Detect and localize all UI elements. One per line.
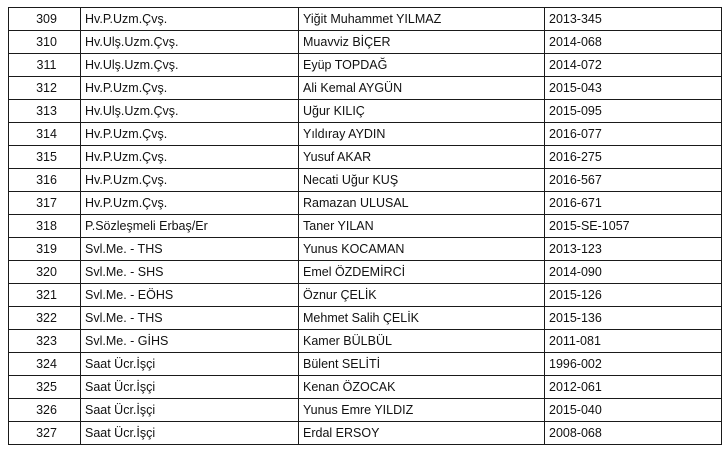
table-row	[9, 330, 722, 353]
row-number-cell: 324	[9, 353, 81, 376]
row-number-cell: 320	[9, 261, 81, 284]
rank-cell: Hv.P.Uzm.Çvş.	[81, 8, 299, 31]
table-row	[9, 146, 722, 169]
person-name-cell: Öznur ÇELİK	[299, 284, 545, 307]
row-number-cell: 316	[9, 169, 81, 192]
row-number-cell: 317	[9, 192, 81, 215]
person-name-cell: Bülent SELİTİ	[299, 353, 545, 376]
registry-number-cell: 2011-081	[545, 330, 722, 353]
registry-number-cell: 1996-002	[545, 353, 722, 376]
registry-number-cell: 2012-061	[545, 376, 722, 399]
table-row	[9, 422, 722, 445]
personnel-table	[8, 7, 722, 445]
registry-number-cell: 2016-567	[545, 169, 722, 192]
row-number-cell: 310	[9, 31, 81, 54]
rank-cell: Hv.P.Uzm.Çvş.	[81, 123, 299, 146]
person-name-cell: Yunus KOCAMAN	[299, 238, 545, 261]
person-name-cell: Eyüp TOPDAĞ	[299, 54, 545, 77]
row-number-cell: 318	[9, 215, 81, 238]
person-name-cell: Taner YILAN	[299, 215, 545, 238]
registry-number-cell: 2016-671	[545, 192, 722, 215]
row-number-cell: 323	[9, 330, 81, 353]
registry-number-cell: 2015-SE-1057	[545, 215, 722, 238]
person-name-cell: Uğur KILIÇ	[299, 100, 545, 123]
registry-number-cell: 2016-275	[545, 146, 722, 169]
person-name-cell: Ramazan ULUSAL	[299, 192, 545, 215]
rank-cell: Saat Ücr.İşçi	[81, 399, 299, 422]
rank-cell: Saat Ücr.İşçi	[81, 353, 299, 376]
personnel-table-body	[9, 8, 722, 445]
table-row	[9, 31, 722, 54]
table-row	[9, 399, 722, 422]
row-number-cell: 325	[9, 376, 81, 399]
row-number-cell: 321	[9, 284, 81, 307]
person-name-cell: Yıldıray AYDIN	[299, 123, 545, 146]
registry-number-cell: 2015-095	[545, 100, 722, 123]
person-name-cell: Yiğit Muhammet YILMAZ	[299, 8, 545, 31]
table-row	[9, 123, 722, 146]
registry-number-cell: 2015-136	[545, 307, 722, 330]
registry-number-cell: 2008-068	[545, 422, 722, 445]
rank-cell: Svl.Me. - THS	[81, 238, 299, 261]
row-number-cell: 322	[9, 307, 81, 330]
registry-number-cell: 2013-123	[545, 238, 722, 261]
table-row	[9, 77, 722, 100]
registry-number-cell: 2015-040	[545, 399, 722, 422]
registry-number-cell: 2014-068	[545, 31, 722, 54]
person-name-cell: Necati Uğur KUŞ	[299, 169, 545, 192]
table-row	[9, 8, 722, 31]
table-row	[9, 192, 722, 215]
row-number-cell: 312	[9, 77, 81, 100]
rank-cell: Hv.P.Uzm.Çvş.	[81, 146, 299, 169]
rank-cell: Hv.P.Uzm.Çvş.	[81, 169, 299, 192]
person-name-cell: Yunus Emre YILDIZ	[299, 399, 545, 422]
rank-cell: Svl.Me. - EÖHS	[81, 284, 299, 307]
person-name-cell: Muavviz BİÇER	[299, 31, 545, 54]
table-row	[9, 261, 722, 284]
row-number-cell: 326	[9, 399, 81, 422]
registry-number-cell: 2014-072	[545, 54, 722, 77]
table-row	[9, 376, 722, 399]
rank-cell: Hv.Ulş.Uzm.Çvş.	[81, 100, 299, 123]
rank-cell: Hv.Ulş.Uzm.Çvş.	[81, 54, 299, 77]
rank-cell: Svl.Me. - THS	[81, 307, 299, 330]
person-name-cell: Kenan ÖZOCAK	[299, 376, 545, 399]
row-number-cell: 314	[9, 123, 81, 146]
registry-number-cell: 2016-077	[545, 123, 722, 146]
table-row	[9, 100, 722, 123]
table-row	[9, 284, 722, 307]
registry-number-cell: 2015-126	[545, 284, 722, 307]
registry-number-cell: 2014-090	[545, 261, 722, 284]
row-number-cell: 309	[9, 8, 81, 31]
rank-cell: Svl.Me. - GİHS	[81, 330, 299, 353]
rank-cell: Saat Ücr.İşçi	[81, 422, 299, 445]
table-row	[9, 307, 722, 330]
table-row	[9, 54, 722, 77]
person-name-cell: Yusuf AKAR	[299, 146, 545, 169]
rank-cell: Svl.Me. - SHS	[81, 261, 299, 284]
table-row	[9, 215, 722, 238]
row-number-cell: 311	[9, 54, 81, 77]
rank-cell: Hv.P.Uzm.Çvş.	[81, 192, 299, 215]
row-number-cell: 315	[9, 146, 81, 169]
person-name-cell: Mehmet Salih ÇELİK	[299, 307, 545, 330]
registry-number-cell: 2015-043	[545, 77, 722, 100]
rank-cell: Hv.Ulş.Uzm.Çvş.	[81, 31, 299, 54]
row-number-cell: 313	[9, 100, 81, 123]
person-name-cell: Erdal ERSOY	[299, 422, 545, 445]
rank-cell: P.Sözleşmeli Erbaş/Er	[81, 215, 299, 238]
person-name-cell: Emel ÖZDEMİRCİ	[299, 261, 545, 284]
person-name-cell: Ali Kemal AYGÜN	[299, 77, 545, 100]
table-row	[9, 353, 722, 376]
rank-cell: Saat Ücr.İşçi	[81, 376, 299, 399]
table-row	[9, 238, 722, 261]
rank-cell: Hv.P.Uzm.Çvş.	[81, 77, 299, 100]
registry-number-cell: 2013-345	[545, 8, 722, 31]
row-number-cell: 327	[9, 422, 81, 445]
table-row	[9, 169, 722, 192]
row-number-cell: 319	[9, 238, 81, 261]
person-name-cell: Kamer BÜLBÜL	[299, 330, 545, 353]
